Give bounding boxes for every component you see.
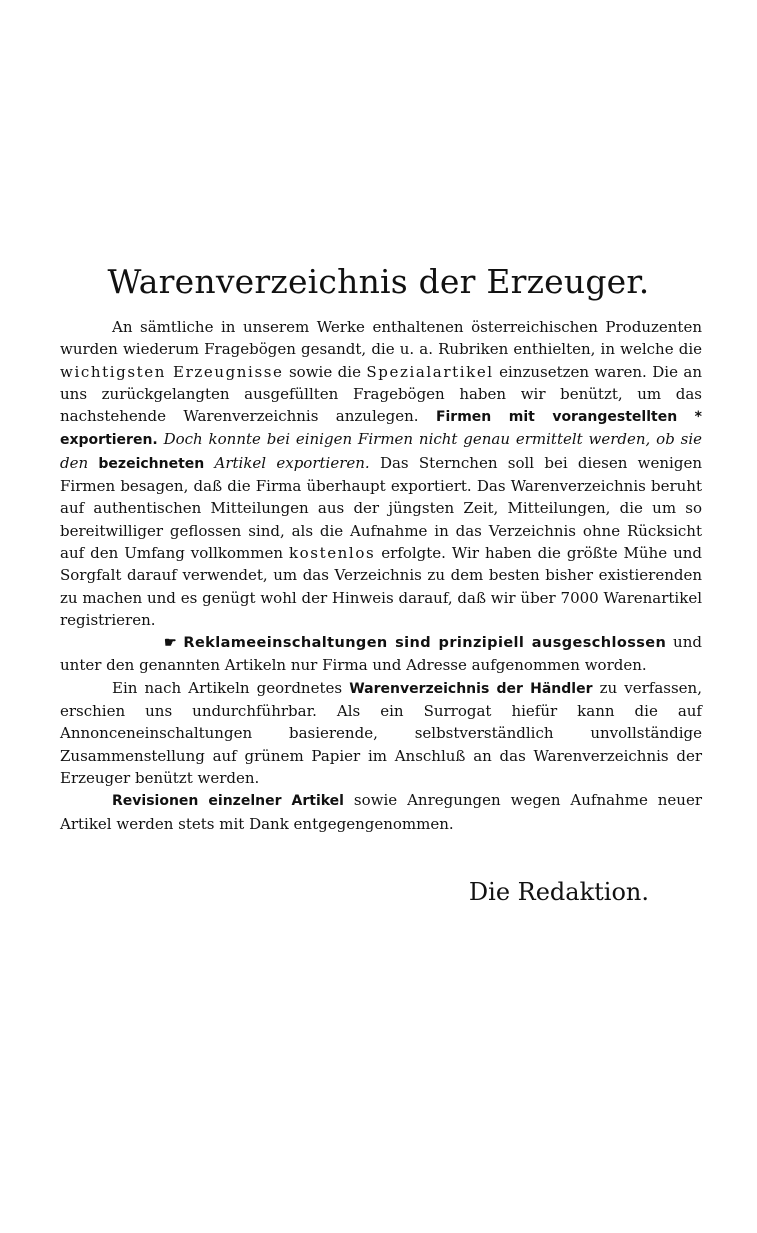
text-run: sowie Anregungen wegen Aufnahme neuer Artikel werden stets mit Dank entgegengenommen. <box>60 791 702 833</box>
text-run: sowie die <box>283 362 367 381</box>
paragraph-intro <box>60 316 702 631</box>
body-text <box>60 316 702 835</box>
text-run: Ein nach Artikeln geordnetes <box>112 678 350 697</box>
spaced-text-erzeugnisse: wichtigsten Erzeugnisse <box>60 362 284 381</box>
text-run: erfolgte. Wir haben die größte Mühe und Sorgfalt darauf verwendet, um das Verzeichnis zu dem besten bisher existierenden zu machen und es genügt wohl der Hinweis darauf, daß wir über 7000 Warenartikel registrieren. <box>60 543 702 629</box>
spaced-text-kostenlos: kostenlos <box>288 543 376 562</box>
bold-export-note: Firmen mit vorangestellten * exportieren. <box>60 409 702 449</box>
page-title: Warenverzeichnis der Erzeuger. <box>107 262 650 301</box>
text-run: einzusetzen waren. Die an uns zurückgelangten ausgefüllten Fragebögen haben wir benützt, um das nachstehende Warenverzeichnis anzulegen. <box>60 362 702 426</box>
signature: Die Redaktion. <box>468 878 649 906</box>
bold-advertising-note: Reklameeinschaltungen sind prinzipiell ausgeschlossen <box>183 635 667 652</box>
text-run: An sämtliche in unserem Werke enthaltenen österreichischen Produzenten wurden wiederum Fragebögen gesandt, die u. a. Rubriken enthielten, in welche die <box>60 318 702 359</box>
italic-text-run: Artikel exportieren. <box>204 453 370 472</box>
text-run: zu verfassen, erschien uns undurchführbar. Als ein Surrogat hiefür kann die auf Annonceneinschaltungen basierende, selbstverständlich unvollständige Zusammenstellung auf grünem Papier im Anschluß an das Warenverzeichnis der Erzeuger benützt werden. <box>60 678 702 787</box>
bold-bezeichneten: bezeichneten <box>98 455 205 472</box>
spaced-text-spezialartikel: Spezialartikel <box>366 362 494 381</box>
bold-haendler-note: Warenverzeichnis der Händler <box>349 680 593 697</box>
text-run: Das Sternchen soll bei diesen wenigen Firmen besagen, daß die Firma überhaupt exportiert. Das Warenverzeichnis beruht auf authentischen Mitteilungen aus der jüngsten Zeit, Mitteilungen, die um so bereitwilliger geflossen sind, als die Aufnahme in das Verzeichnis ohne Rücksicht auf den Umfang vollkommen <box>60 453 702 562</box>
text-run: und unter den genannten Artikeln nur Firma und Adresse aufgenommen worden. <box>60 633 702 675</box>
paragraph-dealers <box>60 677 702 789</box>
paragraph-advertising <box>60 631 702 677</box>
italic-text-run: Doch konnte bei einigen Firmen nicht genau ermittelt werden, ob sie den <box>60 430 702 472</box>
pointing-hand-icon: ☛ <box>164 635 177 652</box>
paragraph-revisions <box>60 789 702 835</box>
bold-revisions-note: Revisionen einzelner Artikel <box>112 793 344 810</box>
